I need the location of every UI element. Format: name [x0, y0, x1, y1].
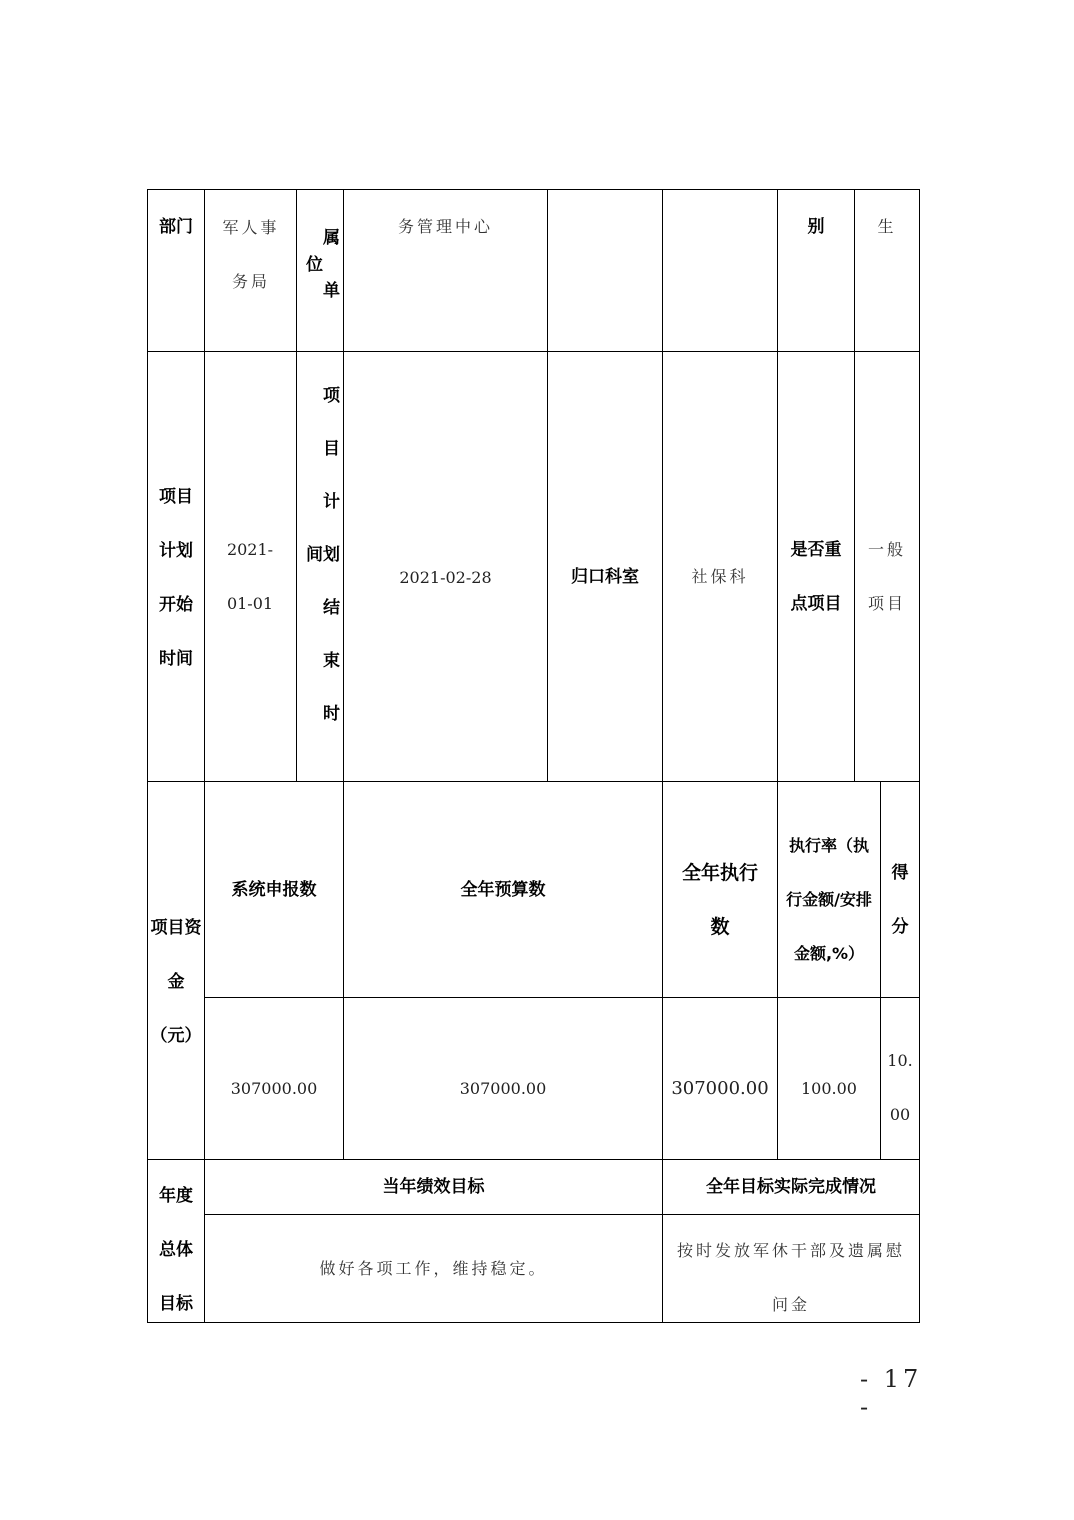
category-value-text: 生: [877, 217, 897, 236]
header-score-text: 得分: [891, 863, 909, 937]
office-label-text: 归口科室: [571, 567, 639, 587]
value-rate: [778, 1061, 880, 1115]
grid-line: [777, 189, 778, 1159]
page-number: [860, 1365, 940, 1421]
office-value-text: 社保科: [691, 567, 749, 586]
target-value: [205, 1215, 662, 1322]
value-rate-text: 100.00: [801, 1078, 857, 1098]
grid-line: [854, 189, 855, 781]
value-budget-text: 307000.00: [459, 1078, 547, 1098]
value-score: [887, 1007, 913, 1169]
header-rate: [784, 792, 874, 1007]
unit-value: [344, 200, 547, 254]
grid-line: [547, 189, 548, 781]
grid-line: [880, 781, 881, 1159]
target-header: [205, 1160, 662, 1214]
key-project-value: [862, 522, 912, 632]
end-time-value: [344, 550, 547, 604]
header-budget: [344, 782, 662, 997]
start-time-value-text: 2021-01-01: [226, 540, 274, 613]
category-label-text: 别: [807, 217, 825, 237]
goals-label: [155, 1169, 197, 1331]
end-time-label-text: 项目计划结束时间: [302, 386, 339, 757]
category-value: [855, 200, 919, 254]
header-executed-text: 全年执行数: [681, 862, 758, 938]
header-rate-text: 执行率（执行金额/安排金额,%）: [786, 835, 872, 963]
grid-line: [919, 189, 920, 1323]
header-executed: [676, 845, 764, 955]
key-project-label-text: 是否重点项目: [790, 540, 842, 614]
value-executed-text: 307000.00: [671, 1077, 769, 1099]
unit-label-text: 属单位: [302, 228, 339, 334]
actual-value-text: 按时发放军休干部及遗属慰问金: [676, 1241, 905, 1314]
start-time-value: [222, 522, 278, 632]
funds-label: [150, 872, 202, 1092]
key-project-value-text: 一般项目: [867, 540, 906, 613]
grid-line: [147, 189, 148, 1323]
header-score: [886, 845, 914, 955]
grid-line: [662, 189, 663, 1323]
value-declared-text: 307000.00: [230, 1078, 318, 1098]
key-project-label: [783, 522, 849, 632]
target-value-text: 做好各项工作，维持稳定。: [319, 1258, 548, 1278]
value-budget: [344, 1061, 662, 1115]
dept-label-text: 部门: [159, 217, 193, 237]
goals-label-text: 年度总体目标: [159, 1186, 193, 1314]
actual-header-text: 全年目标实际完成情况: [706, 1177, 876, 1197]
unit-label: [297, 202, 343, 352]
dept-label: [148, 200, 204, 254]
grid-line: [343, 189, 344, 1159]
funds-label-text: 项目资金（元）: [150, 918, 202, 1046]
office-value: [663, 550, 777, 604]
start-time-label-text: 项目计划开始时间: [159, 487, 193, 669]
grid-line: [147, 351, 920, 352]
category-label: [778, 200, 854, 254]
grid-line: [147, 189, 920, 190]
value-score-text: 10.00: [887, 1051, 913, 1124]
page-number-text: - 17 -: [860, 1365, 923, 1421]
start-time-label: [155, 468, 197, 688]
unit-value-text: 务管理中心: [397, 217, 493, 236]
dept-value: [216, 200, 286, 310]
header-declared-text: 系统申报数: [231, 879, 317, 900]
header-budget-text: 全年预算数: [460, 879, 546, 900]
grid-line: [204, 189, 205, 1323]
value-declared: [205, 1061, 343, 1115]
actual-value: [668, 1224, 914, 1332]
actual-header: [663, 1160, 919, 1214]
target-header-text: 当年绩效目标: [382, 1177, 485, 1197]
value-executed: [663, 1061, 777, 1115]
end-time-value-text: 2021-02-28: [399, 567, 492, 587]
dept-value-text: 军人事务局: [222, 218, 280, 291]
end-time-label: [297, 362, 343, 781]
office-label: [548, 550, 662, 604]
header-declared: [205, 782, 343, 997]
